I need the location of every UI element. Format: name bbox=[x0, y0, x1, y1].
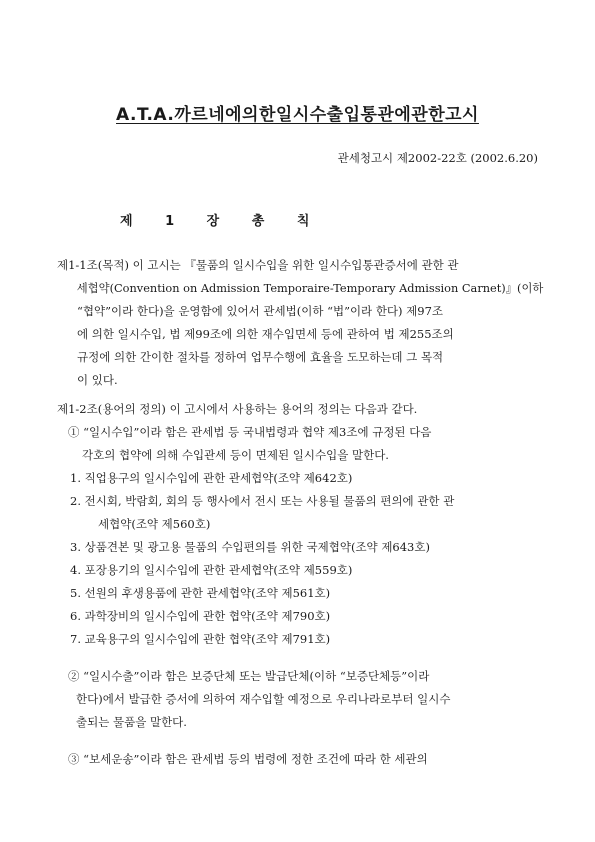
article-line: 제1-2조(용어의 정의) 이 고시에서 사용하는 용어의 정의는 다음과 같다. bbox=[57, 402, 418, 416]
definition-item-1 bbox=[68, 421, 431, 467]
item-line: 한다)에서 발급한 증서에 의하여 재수입할 예정으로 우리나라로부터 일시수 bbox=[76, 692, 451, 706]
sub-item-4 bbox=[70, 559, 352, 582]
article-line: 세협약(Convention on Admission Temporaire-Temporary Admission Carnet)』(이하 bbox=[76, 281, 544, 295]
item-line: ① “일시수입”이라 함은 관세법 등 국내법령과 협약 제3조에 규정된 다음 bbox=[68, 425, 432, 439]
item-line: 출되는 물품을 말한다. bbox=[76, 715, 187, 729]
sub-item-line: 2. 전시회, 박람회, 회의 등 행사에서 전시 또는 사용될 물품의 편의에 관한 관 bbox=[70, 494, 455, 508]
article-line: 제1-1조(목적) 이 고시는 『물품의 일시수입을 위한 일시수입통관증서에 관한 관 bbox=[57, 258, 459, 272]
sub-item-7 bbox=[70, 628, 330, 651]
definition-item-3 bbox=[68, 748, 428, 771]
sub-item-line: 5. 선원의 후생용품에 관한 관세협약(조약 제561호) bbox=[70, 586, 331, 600]
article-line: 에 의한 일시수입, 법 제99조에 의한 재수입면세 등에 관하여 법 제255조의 bbox=[77, 327, 454, 341]
article-line: 이 있다. bbox=[77, 373, 118, 387]
document-title: A.T.A.까르네에의한일시수출입통관에관한고시 bbox=[116, 105, 479, 125]
sub-item-line: 6. 과학장비의 일시수입에 관한 협약(조약 제790호) bbox=[70, 609, 331, 623]
sub-item-6 bbox=[70, 605, 330, 628]
article-line: “협약”이라 한다)을 운영함에 있어서 관세법(이하 “법”이라 한다) 제97조 bbox=[77, 304, 444, 318]
sub-item-line: 4. 포장용기의 일시수입에 관한 관세협약(조약 제559호) bbox=[70, 563, 353, 577]
sub-item-1 bbox=[70, 467, 352, 490]
chapter-heading: 제 1 장 총 칙 bbox=[120, 214, 310, 229]
sub-item-line: 3. 상품견본 및 광고용 물품의 수입편의를 위한 국제협약(조약 제643호) bbox=[70, 540, 430, 554]
sub-item-3 bbox=[70, 536, 430, 559]
definition-item-2 bbox=[68, 665, 450, 734]
sub-item-line: 1. 직업용구의 일시수입에 관한 관세협약(조약 제642호) bbox=[70, 471, 353, 485]
item-line: 각호의 협약에 의해 수입관세 등이 면제된 일시수입을 말한다. bbox=[82, 448, 389, 462]
sub-item-5 bbox=[70, 582, 330, 605]
sub-item-line: 7. 교육용구의 일시수입에 관한 협약(조약 제791호) bbox=[70, 632, 331, 646]
article-1-2-intro bbox=[57, 398, 417, 421]
sub-item-line: 세협약(조약 제560호) bbox=[98, 517, 211, 531]
item-line: ② “일시수출”이라 함은 보증단체 또는 발급단체(이하 “보증단체등”이라 bbox=[68, 669, 430, 683]
article-1-1 bbox=[57, 254, 544, 392]
item-line: ③ “보세운송”이라 함은 관세법 등의 법령에 정한 조건에 따라 한 세관의 bbox=[68, 752, 428, 766]
article-line: 규정에 의한 간이한 절차를 정하여 업무수행에 효율을 도모하는데 그 목적 bbox=[77, 350, 444, 364]
sub-item-2 bbox=[70, 490, 454, 536]
notice-number: 관세청고시 제2002-22호 (2002.6.20) bbox=[337, 151, 538, 165]
